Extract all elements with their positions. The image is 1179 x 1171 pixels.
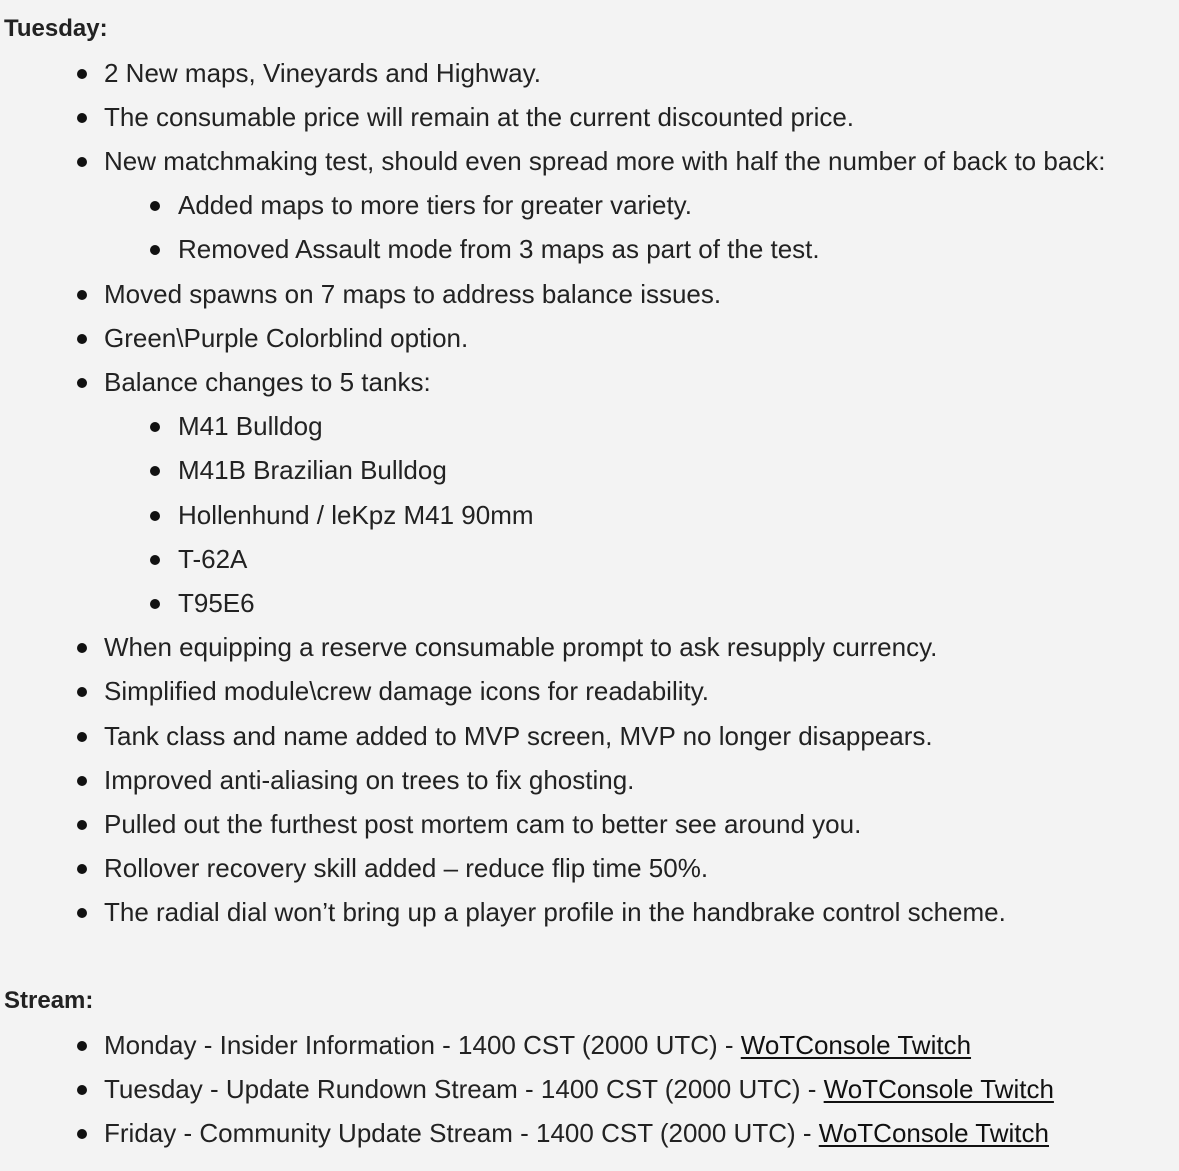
- list-item: 2 New maps, Vineyards and Highway.: [104, 57, 541, 89]
- sub-list-item: M41 Bulldog: [178, 410, 323, 442]
- stream-list-item: Tuesday - Update Rundown Stream - 1400 CST (2000 UTC) - WoTConsole Twitch: [104, 1073, 1054, 1105]
- bullet-icon: [150, 599, 160, 609]
- list-item: Tank class and name added to MVP screen, MVP no longer disappears.: [104, 720, 933, 752]
- bullet-icon: [77, 687, 87, 697]
- sub-list-item: T-62A: [178, 543, 247, 575]
- bullet-icon: [150, 555, 160, 565]
- bullet-icon: [77, 157, 87, 167]
- bullet-icon: [77, 776, 87, 786]
- bullet-icon: [150, 511, 160, 521]
- list-item: Moved spawns on 7 maps to address balance issues.: [104, 278, 721, 310]
- sub-list-item: Hollenhund / leKpz M41 90mm: [178, 499, 534, 531]
- list-item: Rollover recovery skill added – reduce flip time 50%.: [104, 852, 708, 884]
- bullet-icon: [150, 201, 160, 211]
- bullet-icon: [77, 69, 87, 79]
- bullet-icon: [77, 820, 87, 830]
- list-item: Pulled out the furthest post mortem cam to better see around you.: [104, 808, 861, 840]
- bullet-icon: [150, 245, 160, 255]
- bullet-icon: [77, 378, 87, 388]
- stream-list-item: Monday - Insider Information - 1400 CST (2000 UTC) - WoTConsole Twitch: [104, 1029, 971, 1061]
- bullet-icon: [150, 422, 160, 432]
- stream-list-item: Friday - Community Update Stream - 1400 CST (2000 UTC) - WoTConsole Twitch: [104, 1117, 1049, 1149]
- twitch-link[interactable]: WoTConsole Twitch: [823, 1074, 1054, 1104]
- list-item: Improved anti-aliasing on trees to fix ghosting.: [104, 764, 634, 796]
- bullet-icon: [77, 643, 87, 653]
- list-item: Balance changes to 5 tanks:: [104, 366, 431, 398]
- list-item: The consumable price will remain at the current discounted price.: [104, 101, 854, 133]
- stream-heading: Stream:: [4, 987, 94, 1014]
- bullet-icon: [77, 334, 87, 344]
- list-item: Simplified module\crew damage icons for readability.: [104, 675, 709, 707]
- tuesday-heading: Tuesday:: [4, 15, 108, 42]
- list-item: Green\Purple Colorblind option.: [104, 322, 468, 354]
- list-item: New matchmaking test, should even spread more with half the number of back to back:: [104, 145, 1106, 177]
- bullet-icon: [77, 864, 87, 874]
- bullet-icon: [77, 1129, 87, 1139]
- list-item: The radial dial won’t bring up a player profile in the handbrake control scheme.: [104, 896, 1006, 928]
- bullet-icon: [150, 466, 160, 476]
- bullet-icon: [77, 1085, 87, 1095]
- bullet-icon: [77, 113, 87, 123]
- sub-list-item: Removed Assault mode from 3 maps as part of the test.: [178, 233, 820, 265]
- bullet-icon: [77, 908, 87, 918]
- bullet-icon: [77, 290, 87, 300]
- sub-list-item: T95E6: [178, 587, 255, 619]
- bullet-icon: [77, 1041, 87, 1051]
- bullet-icon: [77, 732, 87, 742]
- twitch-link[interactable]: WoTConsole Twitch: [818, 1118, 1049, 1148]
- list-item: When equipping a reserve consumable prompt to ask resupply currency.: [104, 631, 937, 663]
- sub-list-item: Added maps to more tiers for greater variety.: [178, 189, 692, 221]
- sub-list-item: M41B Brazilian Bulldog: [178, 454, 447, 486]
- twitch-link[interactable]: WoTConsole Twitch: [740, 1030, 972, 1060]
